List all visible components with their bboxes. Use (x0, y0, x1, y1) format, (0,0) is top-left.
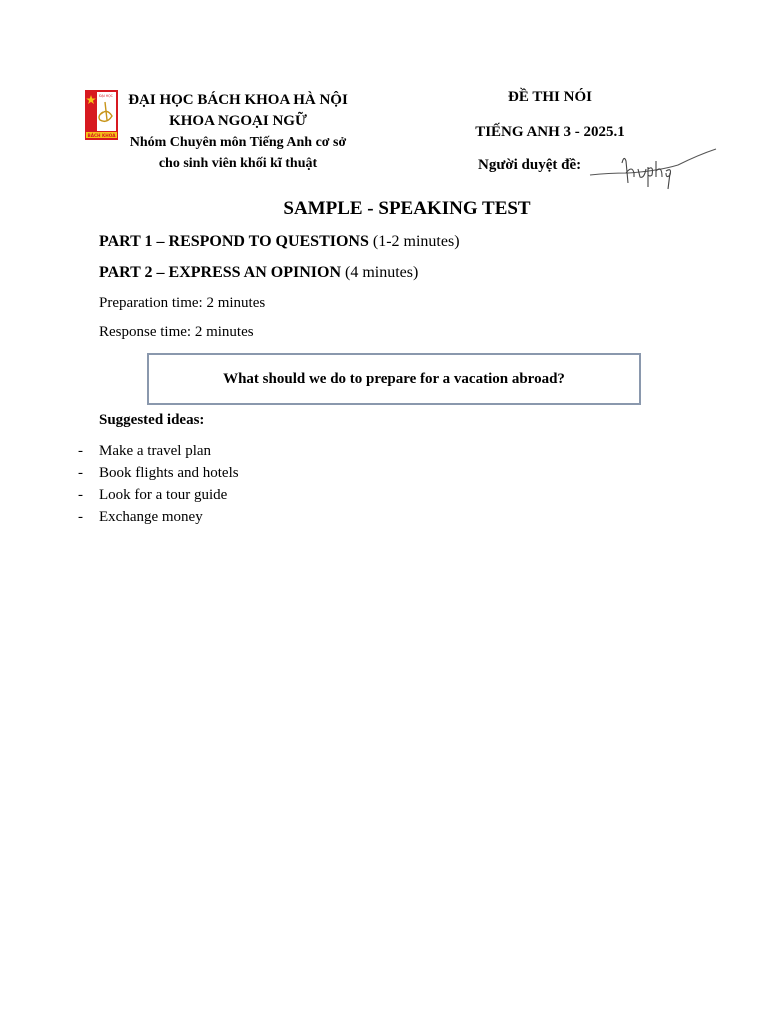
response-time: Response time: 2 minutes (99, 324, 254, 340)
part2-label: PART 2 – EXPRESS AN OPINION (99, 264, 341, 281)
question-text: What should we do to prepare for a vacation abroad? (223, 370, 565, 387)
group-name-line2: cho sinh viên khối kĩ thuật (158, 156, 318, 171)
idea-text: Exchange money (99, 509, 203, 525)
institution-block (118, 90, 358, 174)
part1-heading (99, 233, 460, 251)
bullet-dash: - (78, 509, 83, 525)
faculty-name: KHOA NGOẠI NGỮ (169, 113, 307, 129)
bullet-dash: - (78, 443, 83, 459)
question-box (147, 353, 641, 405)
list-item (78, 440, 239, 462)
logo-text-bottom: BÁCH KHOA (87, 132, 116, 138)
reviewer-signature-icon (588, 143, 720, 193)
part2-duration: (4 minutes) (341, 264, 419, 281)
part1-duration: (1-2 minutes) (368, 233, 460, 250)
university-name: ĐẠI HỌC BÁCH KHOA HÀ NỘI (128, 92, 348, 108)
idea-text: Look for a tour guide (99, 487, 228, 503)
list-item (78, 484, 239, 506)
course-name: TIẾNG ANH 3 - 2025.1 (475, 124, 625, 140)
group-name-line1: Nhóm Chuyên môn Tiếng Anh cơ sở (129, 135, 347, 150)
part1-label: PART 1 – RESPOND TO QUESTIONS (99, 233, 369, 250)
list-item (78, 462, 239, 484)
ideas-list (78, 440, 239, 528)
bullet-dash: - (78, 465, 83, 481)
exam-title: ĐỀ THI NÓI (508, 89, 592, 105)
reviewer-label: Người duyệt đề: (478, 157, 582, 173)
suggested-ideas-heading: Suggested ideas: (99, 412, 205, 428)
bullet-dash: - (78, 487, 83, 503)
hust-logo-icon (85, 90, 118, 140)
list-item (78, 506, 239, 528)
idea-text: Make a travel plan (99, 443, 212, 459)
idea-text: Book flights and hotels (99, 465, 239, 481)
logo-text-top: ĐẠI HỌC (99, 94, 113, 98)
part2-heading (99, 264, 418, 282)
preparation-time: Preparation time: 2 minutes (99, 295, 266, 311)
university-logo (85, 90, 118, 140)
page-title: SAMPLE - SPEAKING TEST (283, 198, 531, 219)
